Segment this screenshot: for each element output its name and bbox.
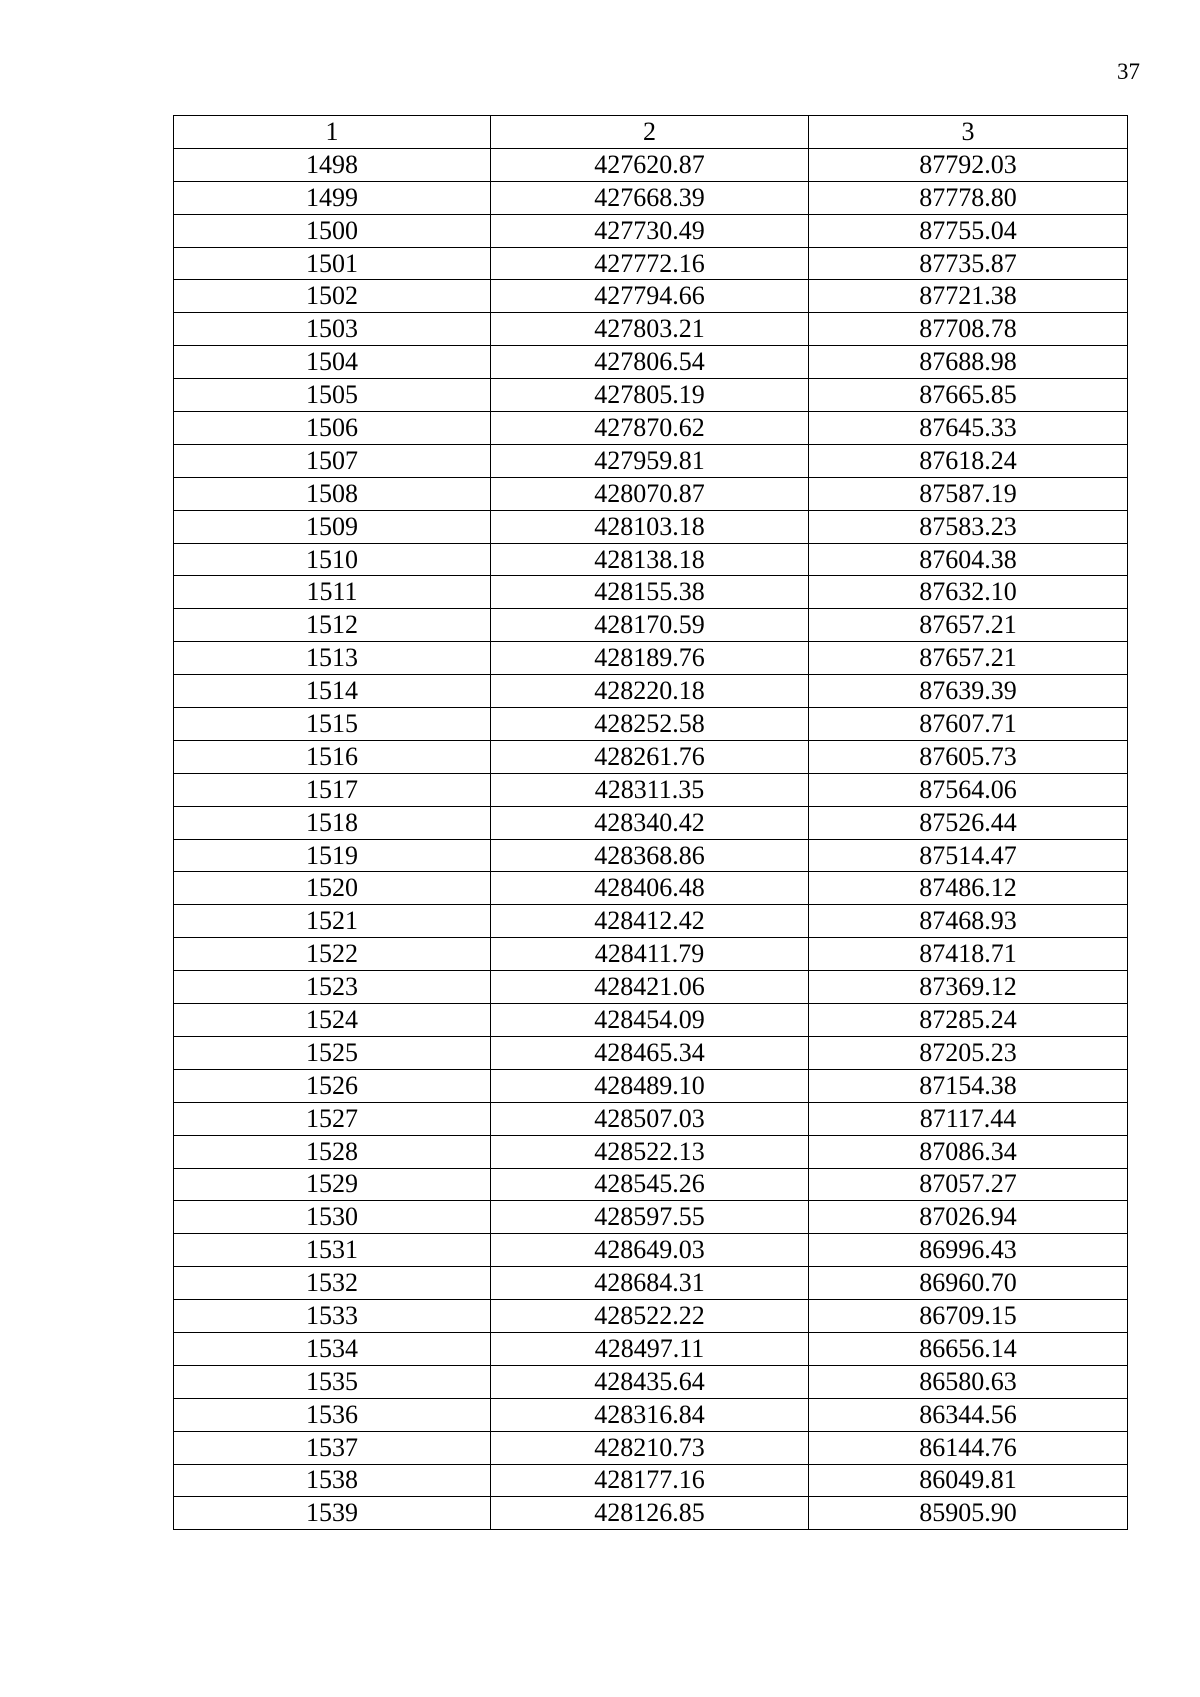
point-number-cell: 1532	[174, 1267, 491, 1300]
table-row	[174, 905, 1128, 938]
point-number-cell: 1503	[174, 313, 491, 346]
point-number-cell: 1509	[174, 510, 491, 543]
table-row	[174, 708, 1128, 741]
table-row	[174, 477, 1128, 510]
y-coordinate-cell: 87657.21	[809, 609, 1128, 642]
x-coordinate-cell: 428138.18	[491, 543, 809, 576]
table-row	[174, 346, 1128, 379]
table-row	[174, 1135, 1128, 1168]
y-coordinate-cell: 86049.81	[809, 1464, 1128, 1497]
x-coordinate-cell: 427794.66	[491, 280, 809, 313]
point-number-cell: 1514	[174, 675, 491, 708]
y-coordinate-cell: 87605.73	[809, 740, 1128, 773]
y-coordinate-cell: 87205.23	[809, 1036, 1128, 1069]
table-row	[174, 576, 1128, 609]
point-number-cell: 1523	[174, 971, 491, 1004]
y-coordinate-cell: 86996.43	[809, 1234, 1128, 1267]
x-coordinate-cell: 428252.58	[491, 708, 809, 741]
table-row	[174, 1267, 1128, 1300]
y-coordinate-cell: 86656.14	[809, 1332, 1128, 1365]
x-coordinate-cell: 427959.81	[491, 444, 809, 477]
x-coordinate-cell: 428649.03	[491, 1234, 809, 1267]
table-row	[174, 247, 1128, 280]
point-number-cell: 1502	[174, 280, 491, 313]
x-coordinate-cell: 427772.16	[491, 247, 809, 280]
table-header-row	[174, 116, 1128, 149]
x-coordinate-cell: 428489.10	[491, 1069, 809, 1102]
x-coordinate-cell: 428597.55	[491, 1201, 809, 1234]
point-number-cell: 1524	[174, 1004, 491, 1037]
y-coordinate-cell: 86709.15	[809, 1300, 1128, 1333]
table-row	[174, 510, 1128, 543]
column-header-3: 3	[809, 116, 1128, 149]
table-row	[174, 740, 1128, 773]
x-coordinate-cell: 428545.26	[491, 1168, 809, 1201]
point-number-cell: 1518	[174, 806, 491, 839]
point-number-cell: 1515	[174, 708, 491, 741]
y-coordinate-cell: 87632.10	[809, 576, 1128, 609]
y-coordinate-cell: 87755.04	[809, 214, 1128, 247]
point-number-cell: 1500	[174, 214, 491, 247]
point-number-cell: 1522	[174, 938, 491, 971]
x-coordinate-cell: 427620.87	[491, 148, 809, 181]
y-coordinate-cell: 87688.98	[809, 346, 1128, 379]
table-row	[174, 148, 1128, 181]
x-coordinate-cell: 428497.11	[491, 1332, 809, 1365]
x-coordinate-cell: 428522.13	[491, 1135, 809, 1168]
x-coordinate-cell: 427870.62	[491, 412, 809, 445]
x-coordinate-cell: 428421.06	[491, 971, 809, 1004]
coordinates-table	[173, 115, 1128, 1530]
table-row	[174, 1168, 1128, 1201]
x-coordinate-cell: 428454.09	[491, 1004, 809, 1037]
table-row	[174, 1398, 1128, 1431]
y-coordinate-cell: 87086.34	[809, 1135, 1128, 1168]
y-coordinate-cell: 87369.12	[809, 971, 1128, 1004]
y-coordinate-cell: 87645.33	[809, 412, 1128, 445]
table-row	[174, 806, 1128, 839]
table-row	[174, 412, 1128, 445]
table-row	[174, 773, 1128, 806]
table-row	[174, 609, 1128, 642]
point-number-cell: 1525	[174, 1036, 491, 1069]
point-number-cell: 1533	[174, 1300, 491, 1333]
point-number-cell: 1516	[174, 740, 491, 773]
x-coordinate-cell: 428412.42	[491, 905, 809, 938]
y-coordinate-cell: 86960.70	[809, 1267, 1128, 1300]
point-number-cell: 1535	[174, 1365, 491, 1398]
x-coordinate-cell: 427730.49	[491, 214, 809, 247]
table-row	[174, 1069, 1128, 1102]
table-row	[174, 1036, 1128, 1069]
table-row	[174, 675, 1128, 708]
y-coordinate-cell: 86344.56	[809, 1398, 1128, 1431]
y-coordinate-cell: 87285.24	[809, 1004, 1128, 1037]
x-coordinate-cell: 428507.03	[491, 1102, 809, 1135]
y-coordinate-cell: 87057.27	[809, 1168, 1128, 1201]
point-number-cell: 1526	[174, 1069, 491, 1102]
x-coordinate-cell: 427806.54	[491, 346, 809, 379]
point-number-cell: 1529	[174, 1168, 491, 1201]
y-coordinate-cell: 87526.44	[809, 806, 1128, 839]
x-coordinate-cell: 428340.42	[491, 806, 809, 839]
y-coordinate-cell: 87708.78	[809, 313, 1128, 346]
table-row	[174, 971, 1128, 1004]
y-coordinate-cell: 87514.47	[809, 839, 1128, 872]
x-coordinate-cell: 428368.86	[491, 839, 809, 872]
point-number-cell: 1505	[174, 379, 491, 412]
x-coordinate-cell: 428170.59	[491, 609, 809, 642]
y-coordinate-cell: 87604.38	[809, 543, 1128, 576]
point-number-cell: 1519	[174, 839, 491, 872]
table-row	[174, 181, 1128, 214]
y-coordinate-cell: 87792.03	[809, 148, 1128, 181]
point-number-cell: 1530	[174, 1201, 491, 1234]
point-number-cell: 1504	[174, 346, 491, 379]
table-row	[174, 1004, 1128, 1037]
y-coordinate-cell: 85905.90	[809, 1497, 1128, 1530]
point-number-cell: 1507	[174, 444, 491, 477]
point-number-cell: 1499	[174, 181, 491, 214]
point-number-cell: 1511	[174, 576, 491, 609]
table-row	[174, 543, 1128, 576]
point-number-cell: 1538	[174, 1464, 491, 1497]
y-coordinate-cell: 87618.24	[809, 444, 1128, 477]
x-coordinate-cell: 428406.48	[491, 872, 809, 905]
point-number-cell: 1527	[174, 1102, 491, 1135]
y-coordinate-cell: 87154.38	[809, 1069, 1128, 1102]
y-coordinate-cell: 87657.21	[809, 642, 1128, 675]
y-coordinate-cell: 87587.19	[809, 477, 1128, 510]
y-coordinate-cell: 87778.80	[809, 181, 1128, 214]
table-row	[174, 444, 1128, 477]
y-coordinate-cell: 87639.39	[809, 675, 1128, 708]
y-coordinate-cell: 87117.44	[809, 1102, 1128, 1135]
table-row	[174, 1431, 1128, 1464]
x-coordinate-cell: 427668.39	[491, 181, 809, 214]
x-coordinate-cell: 427803.21	[491, 313, 809, 346]
table-row	[174, 280, 1128, 313]
column-header-1: 1	[174, 116, 491, 149]
x-coordinate-cell: 428103.18	[491, 510, 809, 543]
table-row	[174, 1365, 1128, 1398]
point-number-cell: 1517	[174, 773, 491, 806]
y-coordinate-cell: 87721.38	[809, 280, 1128, 313]
x-coordinate-cell: 428311.35	[491, 773, 809, 806]
x-coordinate-cell: 428189.76	[491, 642, 809, 675]
y-coordinate-cell: 87486.12	[809, 872, 1128, 905]
table-row	[174, 642, 1128, 675]
y-coordinate-cell: 86144.76	[809, 1431, 1128, 1464]
y-coordinate-cell: 87026.94	[809, 1201, 1128, 1234]
point-number-cell: 1510	[174, 543, 491, 576]
y-coordinate-cell: 87418.71	[809, 938, 1128, 971]
x-coordinate-cell: 428435.64	[491, 1365, 809, 1398]
point-number-cell: 1537	[174, 1431, 491, 1464]
y-coordinate-cell: 87665.85	[809, 379, 1128, 412]
point-number-cell: 1539	[174, 1497, 491, 1530]
point-number-cell: 1501	[174, 247, 491, 280]
x-coordinate-cell: 428316.84	[491, 1398, 809, 1431]
x-coordinate-cell: 428465.34	[491, 1036, 809, 1069]
table-row	[174, 1497, 1128, 1530]
point-number-cell: 1513	[174, 642, 491, 675]
point-number-cell: 1528	[174, 1135, 491, 1168]
table-row	[174, 1102, 1128, 1135]
y-coordinate-cell: 87583.23	[809, 510, 1128, 543]
column-header-2: 2	[491, 116, 809, 149]
x-coordinate-cell: 427805.19	[491, 379, 809, 412]
table-row	[174, 938, 1128, 971]
point-number-cell: 1506	[174, 412, 491, 445]
x-coordinate-cell: 428261.76	[491, 740, 809, 773]
table-row	[174, 839, 1128, 872]
x-coordinate-cell: 428522.22	[491, 1300, 809, 1333]
table-row	[174, 1464, 1128, 1497]
point-number-cell: 1520	[174, 872, 491, 905]
y-coordinate-cell: 87564.06	[809, 773, 1128, 806]
point-number-cell: 1508	[174, 477, 491, 510]
table-row	[174, 1234, 1128, 1267]
table-row	[174, 872, 1128, 905]
x-coordinate-cell: 428210.73	[491, 1431, 809, 1464]
y-coordinate-cell: 87468.93	[809, 905, 1128, 938]
table-row	[174, 1300, 1128, 1333]
x-coordinate-cell: 428126.85	[491, 1497, 809, 1530]
point-number-cell: 1521	[174, 905, 491, 938]
table-row	[174, 313, 1128, 346]
x-coordinate-cell: 428220.18	[491, 675, 809, 708]
x-coordinate-cell: 428155.38	[491, 576, 809, 609]
point-number-cell: 1512	[174, 609, 491, 642]
y-coordinate-cell: 86580.63	[809, 1365, 1128, 1398]
table-row	[174, 214, 1128, 247]
table-row	[174, 379, 1128, 412]
x-coordinate-cell: 428177.16	[491, 1464, 809, 1497]
point-number-cell: 1531	[174, 1234, 491, 1267]
table-body	[174, 148, 1128, 1529]
y-coordinate-cell: 87607.71	[809, 708, 1128, 741]
y-coordinate-cell: 87735.87	[809, 247, 1128, 280]
point-number-cell: 1498	[174, 148, 491, 181]
table-row	[174, 1332, 1128, 1365]
x-coordinate-cell: 428070.87	[491, 477, 809, 510]
x-coordinate-cell: 428411.79	[491, 938, 809, 971]
page-number: 37	[1117, 59, 1140, 84]
table-row	[174, 1201, 1128, 1234]
point-number-cell: 1536	[174, 1398, 491, 1431]
point-number-cell: 1534	[174, 1332, 491, 1365]
x-coordinate-cell: 428684.31	[491, 1267, 809, 1300]
